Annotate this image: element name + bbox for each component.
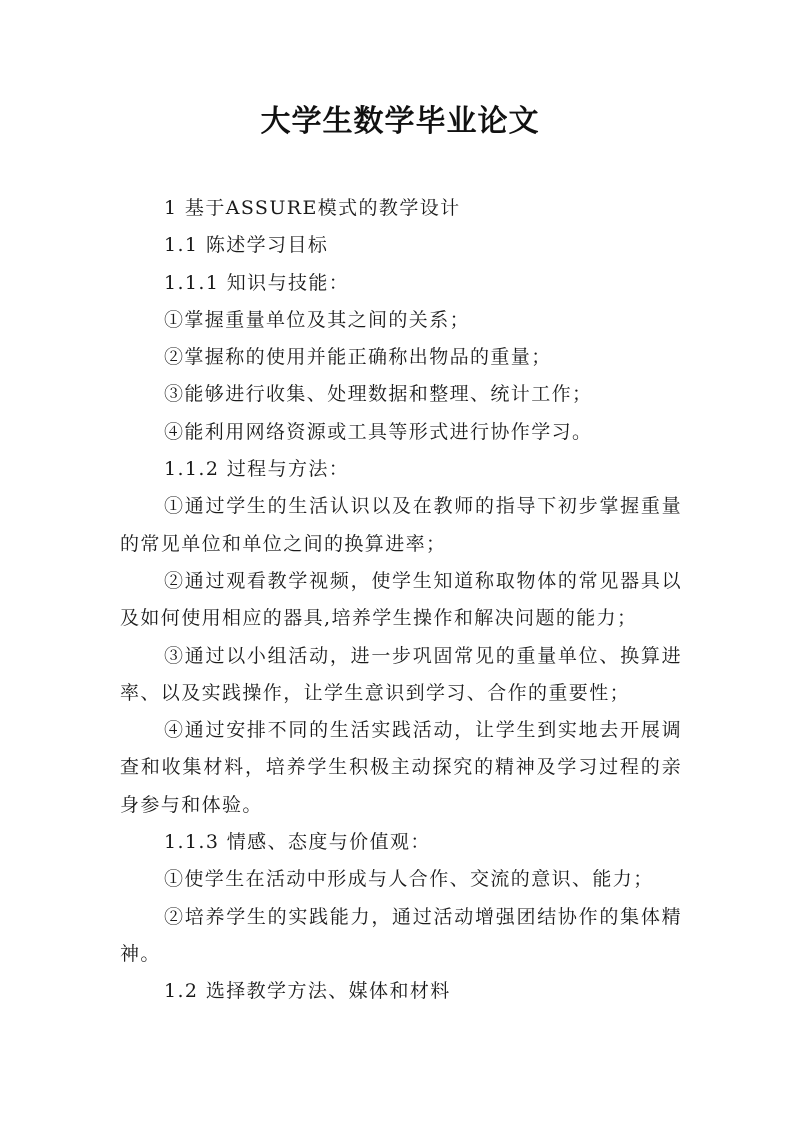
list-item: ②通过观看教学视频，使学生知道称取物体的常见器具以及如何使用相应的器具,培养学生操作和解决问题的能力； xyxy=(120,569,682,630)
section-heading-1-1-3: 1.1.3 情感、态度与价值观： xyxy=(164,831,431,854)
list-item: ①通过学生的生活认识以及在教师的指导下初步掌握重量的常见单位和单位之间的换算进率； xyxy=(120,495,682,555)
list-item: ①使学生在活动中形成与人合作、交流的意识、能力； xyxy=(164,868,654,891)
list-item: ④能利用网络资源或工具等形式进行协作学习。 xyxy=(164,420,593,443)
list-item: ③通过以小组活动，进一步巩固常见的重量单位、换算进率、以及实践操作，让学生意识到学习、合作的重要性； xyxy=(120,644,682,704)
list-item: ②掌握称的使用并能正确称出物品的重量； xyxy=(164,346,552,369)
document-title: 大学生数学毕业论文 xyxy=(260,104,540,139)
list-item: ③能够进行收集、处理数据和整理、统计工作； xyxy=(164,383,593,406)
list-item: ②培养学生的实践能力，通过活动增强团结协作的集体精神。 xyxy=(120,905,682,965)
section-heading-1: 1 基于ASSURE模式的教学设计 xyxy=(164,197,461,219)
section-heading-1-1-1: 1.1.1 知识与技能： xyxy=(164,271,350,294)
document-body xyxy=(120,190,682,1011)
list-item: ①掌握重量单位及其之间的关系； xyxy=(164,308,471,331)
list-item: ④通过安排不同的生活实践活动，让学生到实地去开展调查和收集材料，培养学生积极主动探究的精神及学习过程的亲身参与和体验。 xyxy=(120,719,682,816)
section-heading-1-1: 1.1 陈述学习目标 xyxy=(164,234,329,257)
section-heading-1-2: 1.2 选择教学方法、媒体和材料 xyxy=(164,980,451,1003)
section-heading-1-1-2: 1.1.2 过程与方法： xyxy=(164,458,350,481)
